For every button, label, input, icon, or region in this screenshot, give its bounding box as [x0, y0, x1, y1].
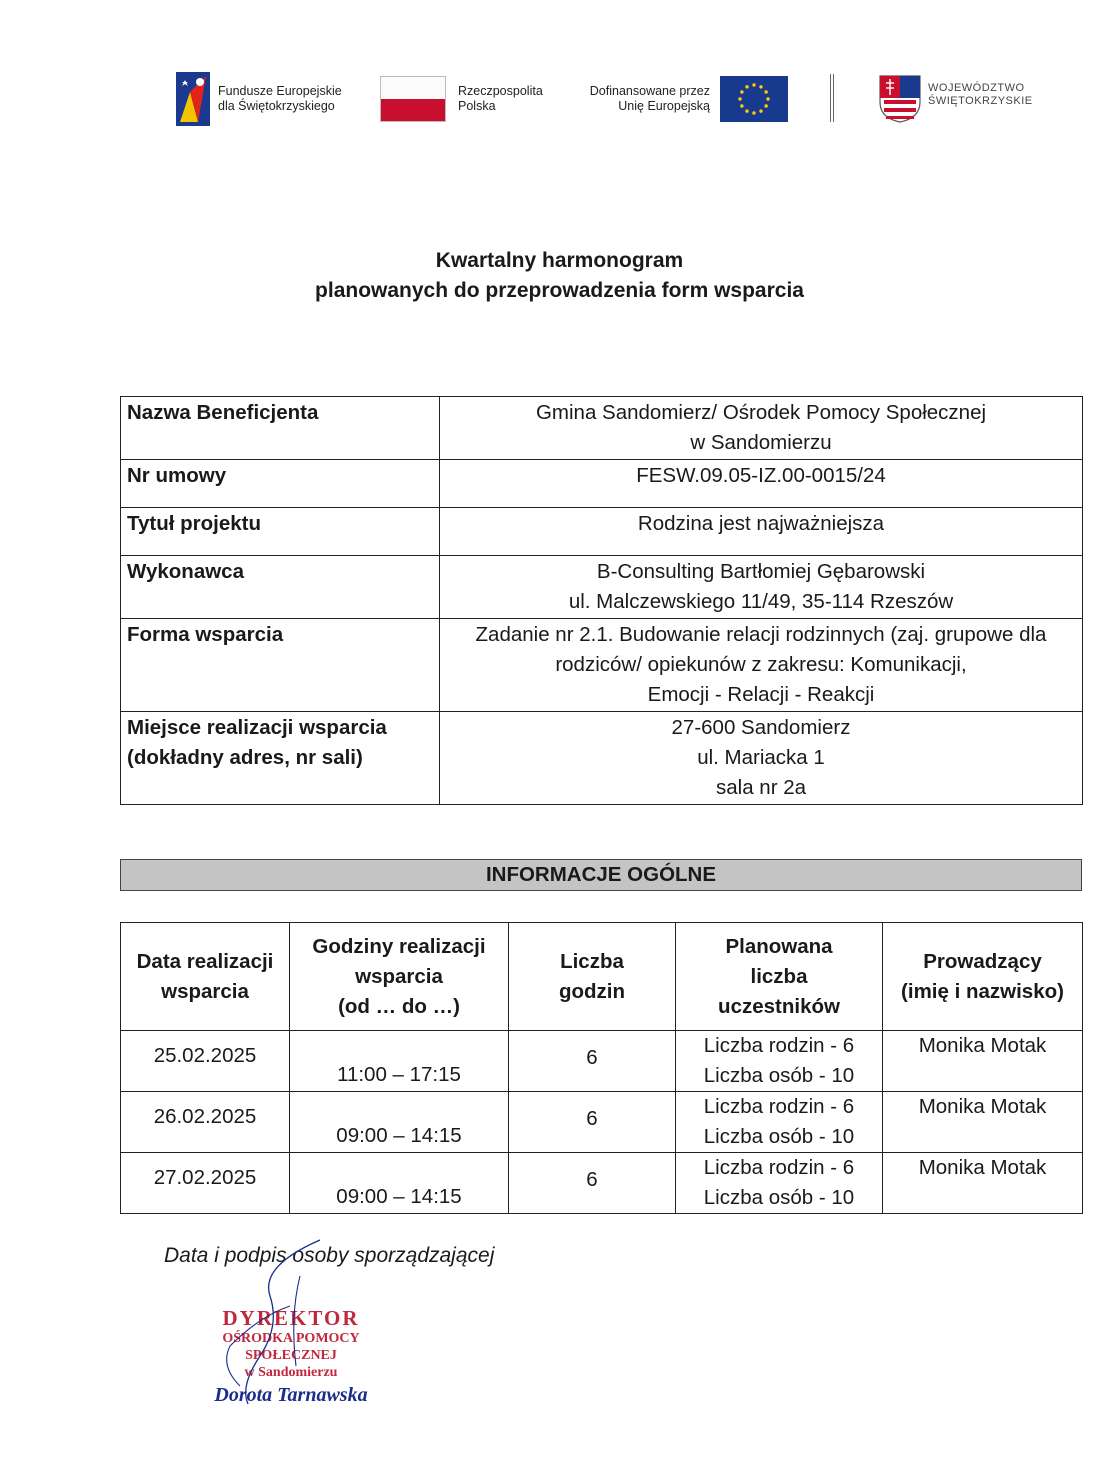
header-line: godzin	[558, 979, 626, 1003]
participants-families: Liczba rodzin - 6	[703, 1034, 855, 1057]
republic-of-poland-line2: Polska	[458, 99, 496, 113]
european-funds-logo-text	[218, 84, 342, 114]
info-row-support-form	[121, 619, 1083, 712]
handwritten-signature	[200, 1236, 360, 1406]
header-line: wsparcia	[355, 964, 443, 988]
signature-caption: Data i podpis osoby sporządzającej	[164, 1244, 495, 1267]
schedule-row	[121, 1092, 1083, 1153]
header-line: wsparcia	[161, 979, 249, 1003]
logo-separator	[830, 74, 834, 122]
column-header-participants	[676, 923, 883, 1031]
info-label: Wykonawca	[121, 556, 440, 619]
info-value-line: FESW.09.05-IZ.00-0015/24	[636, 464, 886, 487]
info-value-line: rodziców/ opiekunów z zakresu: Komunikacji,	[555, 653, 967, 676]
eu-star-icon	[745, 85, 748, 88]
info-value-line: sala nr 2a	[715, 776, 807, 799]
info-value-line: ul. Malczewskiego 11/49, 35-114 Rzeszów	[568, 590, 954, 613]
schedule-participants	[676, 1092, 883, 1153]
info-row-contractor	[121, 556, 1083, 619]
info-value-line: Rodzina jest najważniejsza	[637, 512, 885, 535]
info-value-line: Zadanie nr 2.1. Budowanie relacji rodzinnych (zaj. grupowe dla	[475, 623, 1047, 646]
stamp-institution: OŚRODKA POMOCY SPOŁECZNEJ	[222, 1331, 360, 1363]
eu-star-icon	[745, 109, 748, 112]
polish-flag-icon	[380, 76, 446, 122]
document-title-line1: Kwartalny harmonogram	[435, 249, 684, 272]
european-funds-line1: Fundusze Europejskie	[218, 84, 342, 98]
republic-of-poland-line1: Rzeczpospolita	[458, 84, 543, 98]
schedule-participants	[676, 1153, 883, 1214]
info-label: Nr umowy	[121, 460, 440, 508]
project-info-table	[120, 396, 1083, 805]
eu-star-icon	[738, 97, 741, 100]
info-row-contract	[121, 460, 1083, 508]
voivodeship-line2: ŚWIĘTOKRZYSKIE	[928, 95, 1033, 107]
schedule-row	[121, 1031, 1083, 1092]
document-title-line2: planowanych do przeprowadzenia form wsparcia	[315, 279, 804, 302]
info-row-project-title	[121, 508, 1083, 556]
info-row-beneficiary	[121, 397, 1083, 460]
info-label-line: (dokładny adres, nr sali)	[127, 746, 363, 769]
info-value-line: ul. Mariacka 1	[697, 746, 825, 769]
column-header-leader	[883, 923, 1083, 1031]
eu-cofinanced-line1: Dofinansowane przez	[589, 84, 710, 98]
stamp-city: w Sandomierzu	[244, 1365, 338, 1380]
info-value-line: Gmina Sandomierz/ Ośrodek Pomocy Społecznej	[535, 401, 987, 424]
eu-star-icon	[740, 90, 743, 93]
eu-star-icon	[766, 97, 769, 100]
schedule-participants	[676, 1031, 883, 1092]
header-line: Prowadzący	[923, 949, 1042, 973]
info-value	[440, 460, 1083, 508]
info-value-line: w Sandomierzu	[690, 431, 832, 454]
republic-of-poland-text	[458, 84, 543, 114]
european-funds-logo-icon	[176, 72, 210, 126]
header-line: (imię i nazwisko)	[901, 979, 1064, 1003]
schedule-table	[120, 922, 1083, 1214]
schedule-hour-count: 6	[509, 1092, 676, 1153]
column-header-hours	[290, 923, 509, 1031]
eu-cofinanced-text	[574, 84, 710, 114]
info-value	[440, 712, 1083, 805]
eu-star-icon	[752, 83, 755, 86]
participants-families: Liczba rodzin - 6	[703, 1156, 855, 1179]
schedule-row	[121, 1153, 1083, 1214]
eu-star-icon	[759, 109, 762, 112]
stamp-title: DYREKTOR	[222, 1306, 360, 1330]
info-label	[121, 712, 440, 805]
eu-star-icon	[764, 90, 767, 93]
schedule-leader: Monika Motak	[883, 1092, 1083, 1153]
info-row-location	[121, 712, 1083, 805]
schedule-hours: 11:00 – 17:15	[290, 1031, 509, 1092]
info-value	[440, 508, 1083, 556]
info-label: Tytuł projektu	[121, 508, 440, 556]
participants-persons: Liczba osób - 10	[703, 1186, 855, 1209]
stamp-name: Dorota Tarnawska	[214, 1384, 368, 1406]
header-line: uczestników	[718, 994, 840, 1018]
eu-star-icon	[752, 111, 755, 114]
section-header-general-info: INFORMACJE OGÓLNE	[120, 859, 1082, 891]
schedule-date: 25.02.2025	[121, 1031, 290, 1092]
eu-cofinanced-line2: Unię Europejską	[618, 99, 710, 113]
voivodeship-text	[928, 82, 1033, 108]
info-value-line: B-Consulting Bartłomiej Gębarowski	[596, 560, 926, 583]
info-label: Forma wsparcia	[121, 619, 440, 712]
schedule-leader: Monika Motak	[883, 1153, 1083, 1214]
logo-strip	[170, 68, 1033, 132]
header-line: Data realizacji	[136, 949, 274, 973]
column-header-hour-count	[509, 923, 676, 1031]
schedule-hours: 09:00 – 14:15	[290, 1092, 509, 1153]
header-line: Planowana	[725, 934, 833, 958]
participants-persons: Liczba osób - 10	[703, 1125, 855, 1148]
voivodeship-line1: WOJEWÓDZTWO	[928, 82, 1025, 94]
info-label-line: Miejsce realizacji wsparcia	[127, 716, 387, 739]
info-label: Nazwa Beneficjenta	[121, 397, 440, 460]
header-line: Godziny realizacji	[312, 934, 486, 958]
header-line: Liczba	[560, 949, 624, 973]
swietokrzyskie-crest-icon	[878, 74, 922, 124]
info-value-line: 27-600 Sandomierz	[671, 716, 851, 739]
european-funds-line2: dla Świętokrzyskiego	[218, 99, 335, 113]
schedule-date: 27.02.2025	[121, 1153, 290, 1214]
column-header-date	[121, 923, 290, 1031]
participants-persons: Liczba osób - 10	[703, 1064, 855, 1087]
eu-star-icon	[740, 104, 743, 107]
schedule-date: 26.02.2025	[121, 1092, 290, 1153]
eu-star-icon	[764, 104, 767, 107]
participants-families: Liczba rodzin - 6	[703, 1095, 855, 1118]
document-title	[0, 246, 1119, 306]
info-value	[440, 397, 1083, 460]
schedule-hour-count: 6	[509, 1031, 676, 1092]
info-value	[440, 619, 1083, 712]
schedule-leader: Monika Motak	[883, 1031, 1083, 1092]
header-line: liczba	[750, 964, 808, 988]
schedule-hour-count: 6	[509, 1153, 676, 1214]
info-value	[440, 556, 1083, 619]
info-value-line: Emocji - Relacji - Reakcji	[647, 683, 875, 706]
eu-star-icon	[759, 85, 762, 88]
header-line: (od … do …)	[338, 994, 460, 1018]
schedule-hours: 09:00 – 14:15	[290, 1153, 509, 1214]
eu-flag-icon	[720, 76, 788, 122]
schedule-header-row	[121, 923, 1083, 1031]
